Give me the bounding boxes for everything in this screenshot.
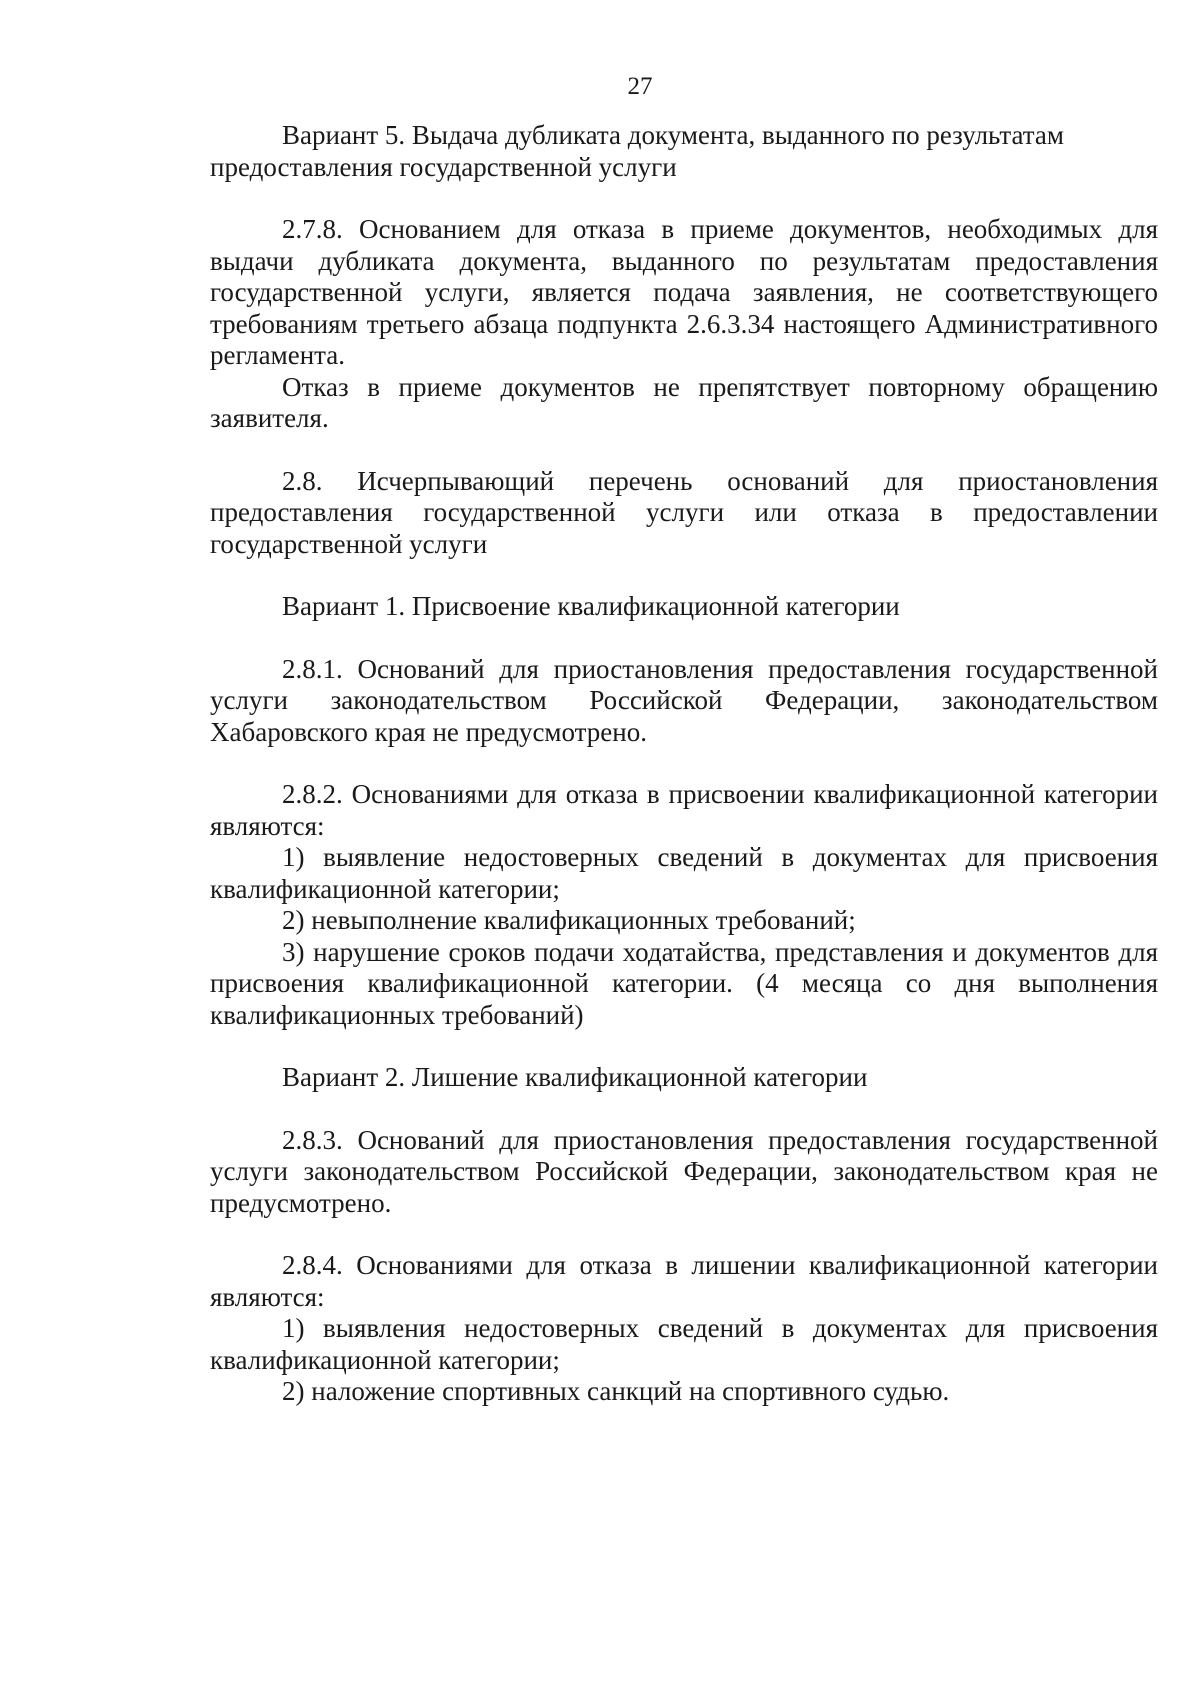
list-item-2-8-4-1: 1) выявления недостоверных сведений в документах для присвоения квалификационной категории; [210,1313,1158,1375]
section-heading-variant-1: Вариант 1. Присвоение квалификационной категории [282,591,900,621]
list-item-2-8-2-3: 3) нарушение сроков подачи ходатайства, представления и документов для присвоения квалификационной категории. (4 месяца со дня выполнения квалификационных требований) [210,936,1158,1030]
paragraph-2-8-2: 2.8.2. Основаниями для отказа в присвоении квалификационной категории являются: [210,779,1158,841]
paragraph-2-8-4: 2.8.4. Основаниями для отказа в лишении квалификационной категории являются: [210,1250,1158,1312]
paragraph-2-8-1: 2.8.1. Оснований для приостановления предоставления государственной услуги законодательством Российской Федерации, законодательством Хабаровского края не предусмотрено. [210,653,1158,747]
list-item-2-8-2-1: 1) выявление недостоверных сведений в документах для присвоения квалификационной категории; [210,842,1158,904]
page-number: 27 [627,73,653,100]
paragraph-refusal-note: Отказ в приеме документов не препятствует повторному обращению заявителя. [210,371,1158,433]
list-item-2-8-4-2: 2) наложение спортивных санкций на спортивного судью. [282,1376,950,1406]
list-item-2-8-2-2: 2) невыполнение квалификационных требований; [282,905,856,935]
section-heading-2-8: 2.8. Исчерпывающий перечень оснований для приостановления предоставления государственной услуги или отказа в предоставлении государственной услуги [210,465,1158,559]
section-heading-variant-2: Вариант 2. Лишение квалификационной категории [282,1062,868,1092]
paragraph-2-8-3: 2.8.3. Оснований для приостановления предоставления государственной услуги законодательством Российской Федерации, законодательством края не предусмотрено. [210,1124,1158,1218]
section-heading-variant-5: Вариант 5. Выдача дубликата документа, выданного по результатам предоставления государственной услуги [210,120,1064,182]
document-body [210,120,1158,1408]
paragraph-2-7-8: 2.7.8. Основанием для отказа в приеме документов, необходимых для выдачи дубликата документа, выданного по результатам предоставления государственной услуги, является подача заявления, не соответствующего требованиям третьего абзаца подпункта 2.6.3.34 настоящего Административного регламента. [210,214,1158,370]
